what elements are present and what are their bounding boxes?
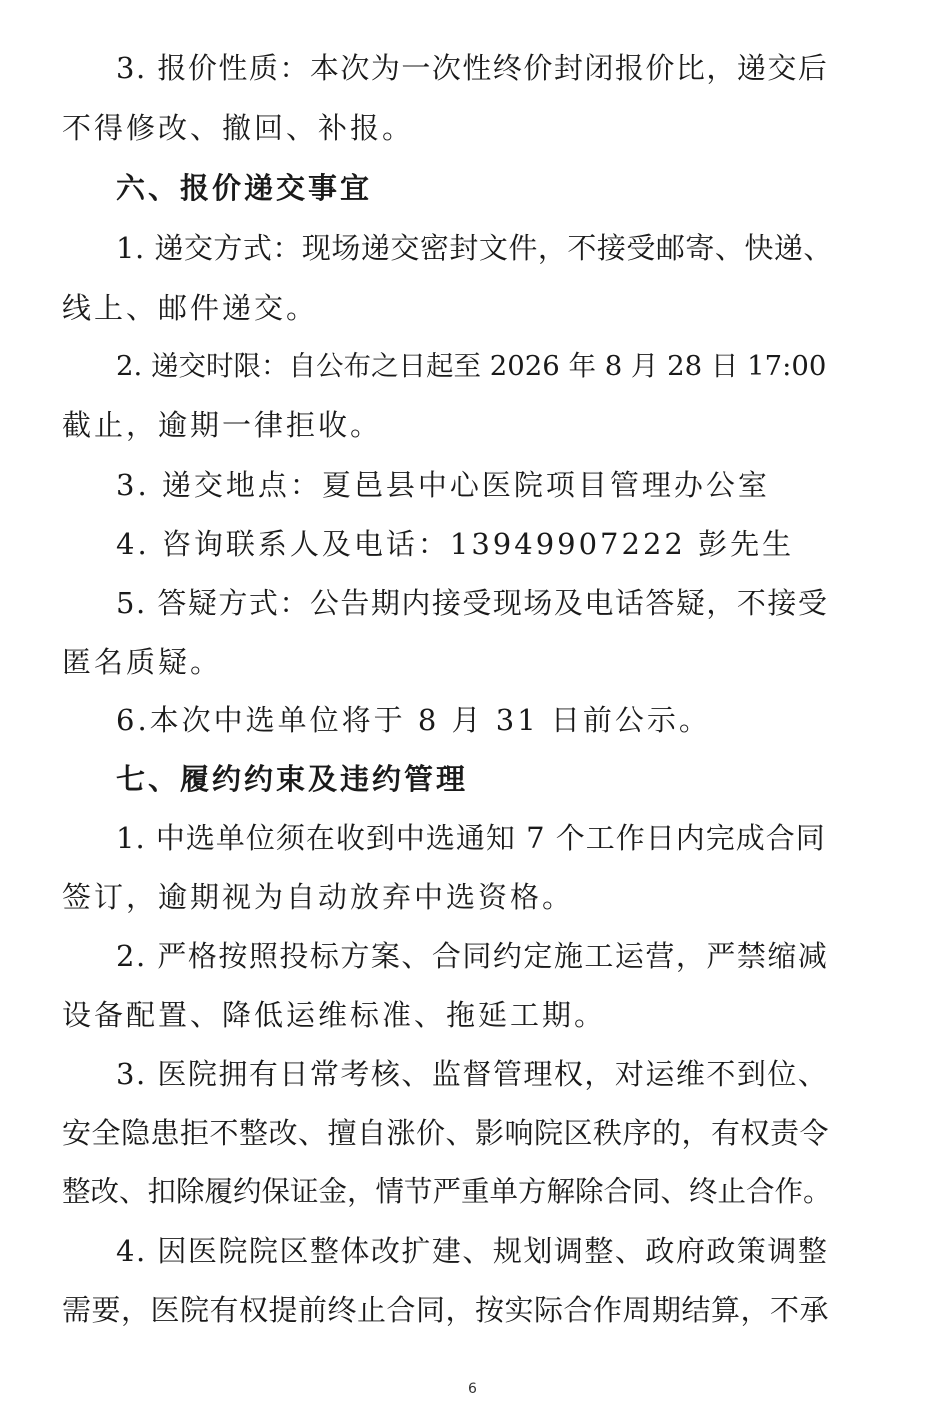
para-execution-requirements-line-1: 2. 严格按照投标方案、合同约定施工运营，严禁缩减: [116, 939, 829, 973]
para-early-termination-line-2: 需要，医院有权提前终止合同，按实际合作周期结算，不承: [62, 1293, 830, 1327]
para-submission-deadline-line-1: 2. 递交时限：自公布之日起至 2026 年 8 月 28 日 17:00: [116, 350, 827, 382]
para-execution-requirements-line-2: 设备配置、降低运维标准、拖延工期。: [62, 998, 607, 1032]
para-submission-location: 3. 递交地点：夏邑县中心医院项目管理办公室: [116, 468, 770, 502]
para-qa-method-line-1: 5. 答疑方式：公告期内接受现场及电话答疑，不接受: [116, 586, 829, 620]
para-contract-signing-line-2: 签订，逾期视为自动放弃中选资格。: [62, 880, 575, 914]
section-heading-7: 七、履约约束及违约管理: [116, 762, 469, 796]
para-hospital-supervision-line-2: 安全隐患拒不整改、擅自涨价、影响院区秩序的，有权责令: [62, 1116, 830, 1150]
section-heading-6: 六、报价递交事宜: [116, 171, 373, 205]
para-result-announcement: 6.本次中选单位将于 8 月 31 日前公示。: [116, 703, 711, 737]
page-number: 6: [468, 1381, 477, 1397]
para-contract-signing-line-1: 1. 中选单位须在收到中选通知 7 个工作日内完成合同: [116, 821, 826, 855]
para-contact-person: 4. 咨询联系人及电话：13949907222 彭先生: [116, 527, 795, 561]
para-early-termination-line-1: 4. 因医院院区整体改扩建、规划调整、政府政策调整: [116, 1234, 829, 1268]
para-qa-method-line-2: 匿名质疑。: [62, 645, 223, 679]
para-hospital-supervision-line-1: 3. 医院拥有日常考核、监督管理权，对运维不到位、: [116, 1057, 829, 1091]
para-submission-method-line-2: 线上、邮件递交。: [62, 291, 319, 325]
para-submission-deadline-line-2: 截止，逾期一律拒收。: [62, 408, 383, 442]
para-quote-nature-line-2: 不得修改、撤回、补报。: [62, 111, 415, 145]
para-submission-method-line-1: 1. 递交方式：现场递交密封文件，不接受邮寄、快递、: [116, 231, 833, 265]
para-hospital-supervision-line-3: 整改、扣除履约保证金，情节严重单方解除合同、终止合作。: [62, 1175, 832, 1208]
para-quote-nature-line-1: 3. 报价性质：本次为一次性终价封闭报价比，递交后: [116, 51, 829, 85]
